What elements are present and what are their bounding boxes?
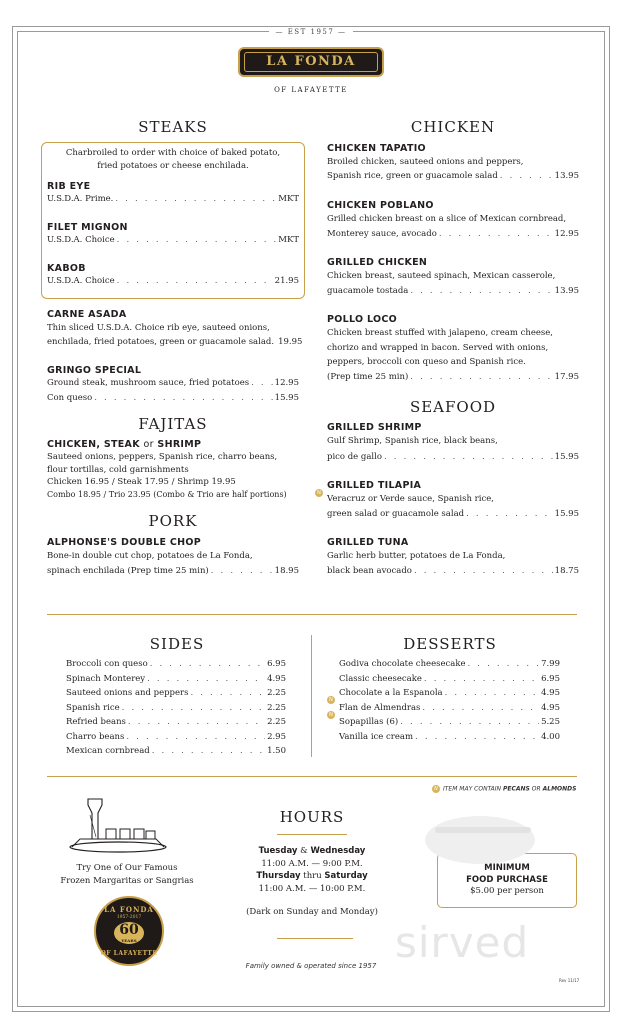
row-price: 2.25 <box>267 702 286 713</box>
item-pollo-loco: POLLO LOCO <box>327 314 398 325</box>
hours-divider <box>277 938 353 939</box>
column-divider <box>311 635 312 757</box>
row-price: 4.95 <box>541 702 560 713</box>
item-desc: Garlic herb butter, potatoes de La Fonda, <box>327 551 506 561</box>
dot-leader <box>410 284 552 299</box>
item-grilled-chicken: GRILLED CHICKEN <box>327 257 428 268</box>
row-label: Con queso <box>47 393 93 403</box>
row-price: 17.95 <box>554 372 579 382</box>
dot-leader <box>211 564 273 579</box>
dot-leader <box>251 376 273 391</box>
dot-leader <box>468 657 540 672</box>
sirved-logo-icon <box>418 800 548 870</box>
item-rib-eye: RIB EYE <box>47 181 91 192</box>
item-kabob: KABOB <box>47 263 86 274</box>
item-desc-line: peppers, broccoli con queso and Spanish rice. <box>327 357 526 367</box>
fajitas-name: CHICKEN, STEAK <box>47 439 140 450</box>
hours-day: Thursday <box>256 871 301 881</box>
section-divider <box>47 776 577 777</box>
row-label: Classic cheesecake <box>339 673 422 684</box>
row-label: Vanilla ice cream <box>339 731 414 742</box>
item-desc: Gulf Shrimp, Spanish rice, black beans, <box>327 436 498 446</box>
dot-leader <box>500 169 553 184</box>
dot-leader <box>126 730 265 745</box>
row-label: (Prep time 25 min) <box>327 372 409 382</box>
section-divider <box>47 614 577 615</box>
price-row <box>327 169 579 184</box>
row-price: 18.75 <box>554 566 579 576</box>
est-label: — EST 1957 — <box>0 28 622 36</box>
hours-block <box>212 845 412 919</box>
price-row <box>47 192 299 207</box>
fajitas-desc-line: Sauteed onions, peppers, Spanish rice, charro beans, <box>47 452 278 462</box>
sides-list <box>66 657 286 759</box>
dot-leader <box>117 233 277 248</box>
minimum-price: $5.00 per person <box>470 886 544 896</box>
dot-leader <box>122 701 265 716</box>
row-price: 12.95 <box>554 229 579 239</box>
dot-leader <box>115 192 276 207</box>
row-price: MKT <box>278 194 299 204</box>
row-label: Sauteed onions and peppers <box>66 688 189 698</box>
dessert-row <box>339 701 560 716</box>
steaks-intro-line: Charbroiled to order with choice of baked potato, <box>65 148 281 158</box>
row-label: spinach enchilada (Prep time 25 min) <box>47 566 209 576</box>
seal-years-range: 1957-2017 <box>116 915 142 920</box>
price-row <box>47 233 299 248</box>
desserts-list <box>339 657 560 744</box>
minimum-line: FOOD PURCHASE <box>466 874 548 885</box>
dot-leader <box>445 686 539 701</box>
row-label: Godiva chocolate cheesecake <box>339 659 466 669</box>
dot-leader <box>439 227 553 242</box>
row-price: 15.95 <box>554 509 579 519</box>
row-label: Mexican cornbread <box>66 746 150 756</box>
hours-joiner: thru <box>303 871 322 881</box>
sides-title: SIDES <box>149 635 205 653</box>
fajitas-desc <box>47 451 287 501</box>
pollo-loco-desc <box>327 326 553 370</box>
nut-note-text: ITEM MAY CONTAIN <box>443 785 502 793</box>
row-price: MKT <box>278 235 299 245</box>
hours-closed-note: (Dark on Sunday and Monday) <box>246 907 378 917</box>
item-double-chop: ALPHONSE'S DOUBLE CHOP <box>47 537 202 548</box>
row-price: 18.95 <box>274 566 299 576</box>
price-row <box>47 564 299 579</box>
steaks-title: STEAKS <box>138 118 208 136</box>
hours-time: 11:00 A.M. — 10:00 P.M. <box>258 883 366 894</box>
nut-note-text: OR <box>531 785 541 793</box>
price-row <box>327 227 579 242</box>
row-label: green salad or guacamole salad <box>327 509 465 519</box>
minimum-line: MINIMUM <box>484 863 530 873</box>
item-desc-line: chorizo and wrapped in bacon. Served with onions, <box>327 342 549 353</box>
fajitas-desc-line: Combo 18.95 / Trio 23.95 (Combo & Trio are half portions) <box>47 489 287 499</box>
margarita-text <box>47 862 207 887</box>
dot-leader <box>150 657 265 672</box>
dot-leader <box>147 672 265 687</box>
pork-title: PORK <box>148 512 198 530</box>
chicken-title: CHICKEN <box>410 118 496 136</box>
row-price: 2.95 <box>267 731 286 742</box>
dot-leader <box>190 686 265 701</box>
dessert-row <box>339 657 560 672</box>
revision-note: Rev 11/17 <box>559 978 580 983</box>
dot-leader <box>128 715 265 730</box>
nut-icon: N <box>315 482 323 501</box>
price-row <box>327 370 579 385</box>
nut-note <box>432 785 576 793</box>
dot-leader <box>414 564 553 579</box>
logo-text: LA FONDA <box>244 52 378 72</box>
row-price: 4.95 <box>541 688 560 698</box>
row-label: Sopapillas (6) <box>339 717 399 727</box>
seal-number-text: 60 <box>119 922 139 938</box>
row-label: U.S.D.A. Prime. <box>47 194 114 204</box>
item-grilled-shrimp: GRILLED SHRIMP <box>327 422 422 433</box>
anniversary-seal <box>94 896 164 966</box>
item-desc: Grilled chicken breast on a slice of Mexican cornbread, <box>327 214 567 224</box>
hours-divider <box>277 834 347 835</box>
hours-days-2 <box>212 870 412 883</box>
row-price: 2.25 <box>267 717 286 727</box>
row-label: pico de gallo <box>327 452 382 462</box>
item-desc-line: Chicken breast stuffed with jalapeno, cream cheese, <box>327 328 553 338</box>
row-label: Flan de Almendras <box>339 702 421 713</box>
steaks-intro <box>41 147 305 173</box>
row-label: guacamole tostada <box>327 286 409 296</box>
item-fajitas <box>47 439 201 450</box>
item-desc: Chicken breast, sauteed spinach, Mexican casserole, <box>327 271 556 281</box>
row-price: 7.99 <box>541 659 560 669</box>
row-price: 21.95 <box>274 276 299 286</box>
item-desc: Veracruz or Verde sauce, Spanish rice, <box>327 494 494 504</box>
price-row <box>327 507 579 522</box>
desserts-title: DESSERTS <box>403 635 497 653</box>
price-row <box>47 335 303 350</box>
row-label: Monterey sauce, avocado <box>327 229 437 239</box>
family-owned-note: Family owned & operated since 1957 <box>245 962 377 970</box>
dessert-row <box>339 730 560 745</box>
item-chicken-tapatio: CHICKEN TAPATIO <box>327 143 426 154</box>
dot-leader <box>410 370 552 385</box>
row-label: Charro beans <box>66 731 125 742</box>
row-label: enchilada, fried potatoes, green or guacamole salad. <box>47 337 275 347</box>
price-row <box>47 376 299 391</box>
item-grilled-tilapia: GRILLED TILAPIA <box>327 480 422 491</box>
hours-day: Wednesday <box>310 846 366 856</box>
row-label: Spanish rice <box>66 702 120 713</box>
hours-title: HOURS <box>279 808 345 826</box>
row-label: Refried beans <box>66 717 126 727</box>
dot-leader <box>94 391 272 406</box>
side-row <box>66 672 286 687</box>
sirved-watermark: sirved <box>395 918 530 967</box>
row-price: 6.95 <box>541 673 560 684</box>
side-row <box>66 744 286 759</box>
dessert-row <box>339 686 560 701</box>
fajitas-or: or <box>143 439 154 450</box>
fajitas-desc-line: flour tortillas, cold garnishments <box>47 464 189 475</box>
side-row <box>66 715 286 730</box>
row-price: 13.95 <box>554 171 579 181</box>
dot-leader <box>466 507 553 522</box>
row-price: 15.95 <box>554 452 579 462</box>
row-label: Broccoli con queso <box>66 659 148 669</box>
fajitas-name: SHRIMP <box>157 439 202 450</box>
nut-note-text: ALMONDS <box>542 785 577 793</box>
seal-number <box>114 922 144 944</box>
row-label: Ground steak, mushroom sauce, fried potatoes <box>47 378 250 388</box>
seafood-title: SEAFOOD <box>409 398 497 416</box>
margarita-line: Try One of Our Famous <box>76 863 178 873</box>
price-row <box>327 450 579 465</box>
item-chicken-poblano: CHICKEN POBLANO <box>327 200 434 211</box>
row-price: 13.95 <box>554 286 579 296</box>
row-price: 4.95 <box>267 673 286 684</box>
dot-leader <box>424 672 539 687</box>
hours-days-1 <box>212 845 412 858</box>
row-label: Chocolate a la Espanola <box>339 688 443 698</box>
dessert-row <box>339 715 560 730</box>
fajitas-desc-line: Chicken 16.95 / Steak 17.95 / Shrimp 19.95 <box>47 477 236 487</box>
side-row <box>66 657 286 672</box>
hours-day: Saturday <box>324 871 368 881</box>
price-row <box>47 274 299 289</box>
row-label: U.S.D.A. Choice <box>47 276 115 286</box>
dot-leader <box>415 730 539 745</box>
side-row <box>66 686 286 701</box>
price-row <box>327 564 579 579</box>
row-price: 15.95 <box>274 393 299 403</box>
price-row <box>327 284 579 299</box>
row-label: black bean avocado <box>327 566 412 576</box>
row-label: U.S.D.A. Choice <box>47 235 115 245</box>
nut-icon: N <box>327 689 335 708</box>
hours-day: Tuesday <box>258 846 298 856</box>
price-row <box>47 391 299 406</box>
row-label: Spinach Monterey <box>66 673 146 684</box>
row-price: 2.25 <box>267 688 286 698</box>
row-price: 19.95 <box>278 337 303 347</box>
logo <box>238 47 384 77</box>
dot-leader <box>117 274 273 289</box>
nut-note-text: PECANS <box>502 785 530 793</box>
dot-leader <box>384 450 553 465</box>
nut-icon: N <box>432 785 440 793</box>
dot-leader <box>400 715 539 730</box>
dessert-row <box>339 672 560 687</box>
fajitas-title: FAJITAS <box>138 415 208 433</box>
row-price: 4.00 <box>541 731 560 742</box>
item-carne-asada: CARNE ASADA <box>47 309 127 320</box>
row-price: 1.50 <box>267 746 286 756</box>
dot-leader <box>152 744 265 759</box>
item-gringo-special: GRINGO SPECIAL <box>47 365 142 376</box>
row-label: Spanish rice, green or guacamole salad <box>327 171 498 181</box>
margarita-tray-illustration <box>66 795 170 855</box>
item-desc: Bone-in double cut chop, potatoes de La Fonda, <box>47 551 253 561</box>
seal-years-word: YEARS <box>121 938 137 943</box>
item-filet-mignon: FILET MIGNON <box>47 222 128 233</box>
side-row <box>66 730 286 745</box>
hours-joiner: & <box>300 846 308 856</box>
seal-bottom-text: OF LAFAYETTE <box>100 950 158 957</box>
item-desc: Broiled chicken, sauteed onions and peppers, <box>327 157 524 167</box>
seal-top-text: LA FONDA <box>104 905 154 914</box>
dot-leader <box>422 701 539 716</box>
steaks-intro-line: fried potatoes or cheese enchilada. <box>97 161 249 171</box>
row-price: 5.25 <box>541 717 560 727</box>
side-row <box>66 701 286 716</box>
item-grilled-tuna: GRILLED TUNA <box>327 537 409 548</box>
logo-subtitle: OF LAFAYETTE <box>274 86 348 94</box>
margarita-line: Frozen Margaritas or Sangrias <box>60 875 194 886</box>
row-price: 12.95 <box>274 378 299 388</box>
item-desc: Thin sliced U.S.D.A. Choice rib eye, sauteed onions, <box>47 323 270 333</box>
row-price: 6.95 <box>267 659 286 669</box>
hours-time: 11:00 A.M. — 9:00 P.M. <box>261 858 363 869</box>
nut-icon: N <box>327 704 335 723</box>
